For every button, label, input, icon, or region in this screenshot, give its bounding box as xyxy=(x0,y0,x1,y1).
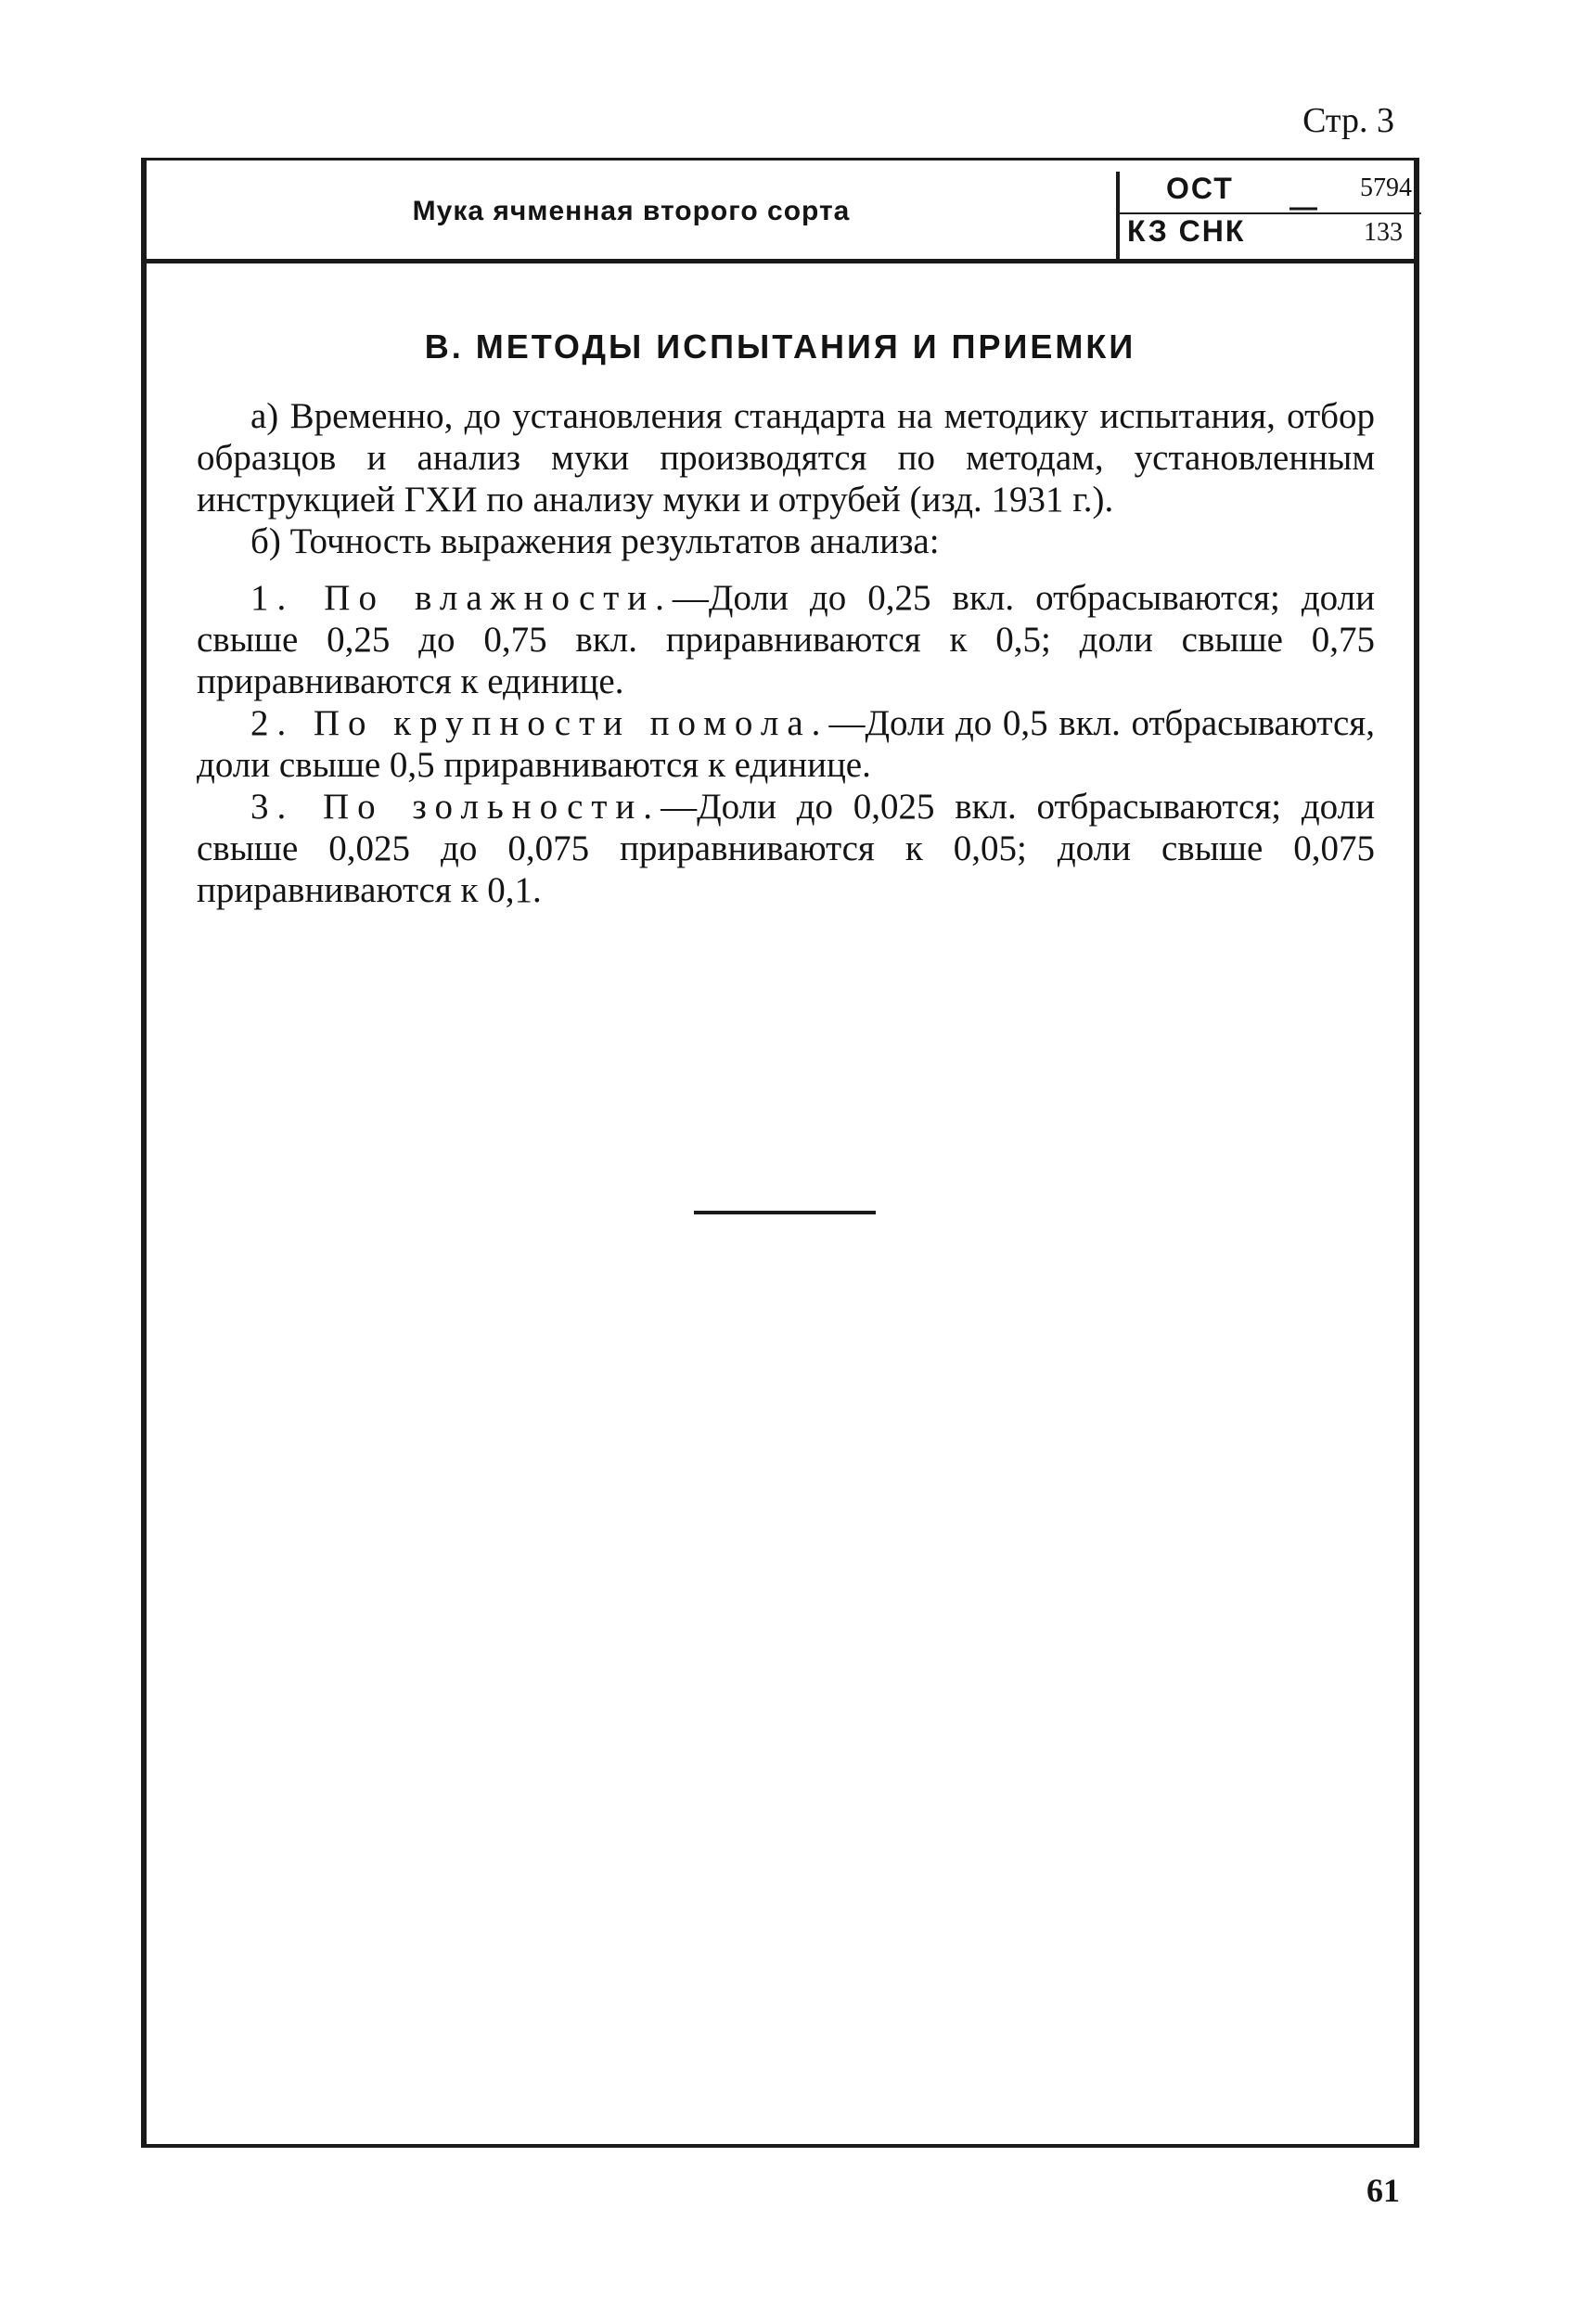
paragraph-b: б) Точность выражения результатов анализа: xyxy=(250,521,940,561)
section-heading: В. МЕТОДЫ ИСПЫТАНИЯ И ПРИЕМКИ xyxy=(424,327,1136,366)
list-item-text: —Доли до 0,025 вкл. отбрасываются; доли свыше 0,025 до 0,075 приравниваются к 0,05; доли свыше 0,075 приравниваются к 0,1. xyxy=(197,787,1375,910)
page-number: 61 xyxy=(1366,2172,1400,2209)
list-item-label: 1. По влажности. xyxy=(250,578,673,618)
paragraph-a: а) Временно, до установления стандарта на методику испытания, отбор образцов и анализ муки производятся по методам, установленным инструкцией ГХИ по анализу муки и отрубей (изд. 1931 г.). xyxy=(197,396,1375,520)
list-item-moisture xyxy=(197,577,1375,702)
document-frame xyxy=(141,158,1419,2148)
end-rule xyxy=(694,1211,876,1214)
list-item-ash xyxy=(197,786,1375,911)
list-item-label: 3. По зольности. xyxy=(250,787,661,827)
list-item-grind xyxy=(197,702,1375,786)
standard-kz-snk: КЗ СНК xyxy=(1127,214,1246,248)
standard-dash: — xyxy=(1289,192,1317,223)
list-item-text: —Доли до 0,25 вкл. отбрасываются; доли свыше 0,25 до 0,75 вкл. приравниваются к 0,5; доли свыше 0,75 приравниваются к единице. xyxy=(197,578,1375,701)
standard-number: 5794 xyxy=(1360,173,1412,202)
standard-designation xyxy=(1116,172,1421,259)
page-header-label: Стр. 3 xyxy=(1302,101,1394,140)
document-title: Мука ячменная второго сорта xyxy=(412,196,851,226)
body-text xyxy=(197,395,1375,911)
standard-sub-number: 133 xyxy=(1364,218,1403,247)
list-item-text: —Доли до 0,5 вкл. отбрасываются, доли свыше 0,5 приравниваются к единице. xyxy=(197,703,1376,785)
list-item-label: 2. По крупности помола. xyxy=(250,703,829,743)
header-rule xyxy=(147,259,1414,263)
standard-ost: ОСТ xyxy=(1166,172,1234,205)
